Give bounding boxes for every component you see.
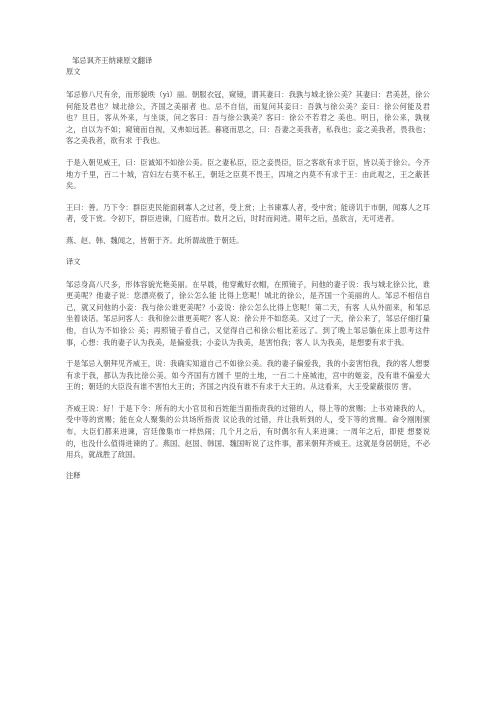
original-paragraph: 于是入朝见威王，曰：臣诚知不如徐公美。臣之妻私臣，臣之妾畏臣，臣之客欲有求于臣，皆以美于徐公。今齐地方千里，百二十城，宫妇左右莫不私王，朝廷之臣莫不畏王，四境之内莫不有求于王：由此观之，王之蔽甚矣。 xyxy=(66,157,430,191)
original-paragraph: 邹忌修八尺有余，而形貌昳（yì）丽。朝服衣冠，窥镜，谓其妻曰：我孰与城北徐公美？其妻曰：君美甚，徐公何能及君也？城北徐公，齐国之美丽者 也。忌不自信，而复问其妾曰：吾孰与徐公美？妾曰：徐公何能及君也？旦日，客从外来，与坐谈，问之客曰：吾与徐公孰美？客曰：徐公不若君之 美也。明日，徐公来，孰视之，自以为不如；窥镜而自视，又弗如远甚。暮寝而思之，曰：吾妻之美我者，私我也；妾之美我者，畏我也；客之美我者，欲有求 于我也。 xyxy=(66,90,430,146)
original-text-heading: 原文 xyxy=(66,67,81,76)
translation-heading: 译文 xyxy=(66,256,81,266)
translation-paragraph: 邹忌身高八尺多，形体容貌光艳美丽。在早晨，他穿戴好衣帽，在照镜子，问他的妻子说：我与城北徐公比，谁更美呢？他妻子说：您漂亮极了，徐公怎么能 比得上您呢！城北的徐公，是齐国一个美丽的人。邹忌不相信自己，就又问他的小妾：我与徐公谁更美呢？小妾说：徐公怎么比得上您呢！第二天，有客 人从外面来，和邹忌坐着谈话。邹忌问客人：我和徐公谁更美呢？客人说：徐公并不如您美。又过了一天，徐公来了，邹忌仔细打量他，自认为不如徐公 美；再照镜子看自己，又觉得自己和徐公相比差远了。到了晚上邹忌躺在床上思考这件事，心想：我的妻子认为我美，是偏爱我；小妾认为我美，是害怕我；客人 认为我美，是想要有求于我。 xyxy=(66,279,430,347)
original-paragraph: 王曰：善。乃下令：群臣吏民能面刺寡人之过者，受上赏；上书谏寡人者，受中赏；能谤讥于市朝，闻寡人之耳者，受下赏。令初下，群臣进谏，门庭若市。数月之后，时时而间进。期年之后，虽欲言，无可进者。 xyxy=(66,202,430,224)
original-paragraph: 燕、赵、韩、魏闻之，皆朝于齐。此所谓战胜于朝廷。 xyxy=(66,235,244,245)
translation-paragraph: 齐威王说：好！于是下令：所有的大小官员和百姓能当面指责我的过错的人，得上等的赏赐；上书劝谏我的人，受中等的赏赐；能在众人聚集的公共场所指责 议论我的过错，并让我听到的人，受下等的赏赐。命令刚刚颁布，大臣们都来进谏，宫廷像集市一样热闹；几个月之后，有时偶尔有人来进谏；一周年之后，即使 想要说的，也没什么值得进谏的了。燕国、赵国、韩国、魏国听说了这件事，都来朝拜齐威王。这就是身居朝廷，不必用兵，就战胜了敌国。 xyxy=(66,403,430,460)
translation-paragraph: 于是邹忌入朝拜见齐威王，说：我确实知道自己不如徐公美。我的妻子偏爱我，我的小妾害怕我，我的客人想要有求于我，都认为我比徐公美。如今齐国有方圆千 里的土地，一百二十座城池，宫中的姬妾，没有谁不偏爱大王的；朝廷的大臣没有谁不害怕大王的；齐国之内没有谁不有求于大王的。从这看来，大王受蒙蔽很厉 害。 xyxy=(66,359,430,392)
document-title: 邹忌讽齐王纳谏原文翻译 xyxy=(72,56,153,65)
notes-heading: 注释 xyxy=(66,470,81,480)
